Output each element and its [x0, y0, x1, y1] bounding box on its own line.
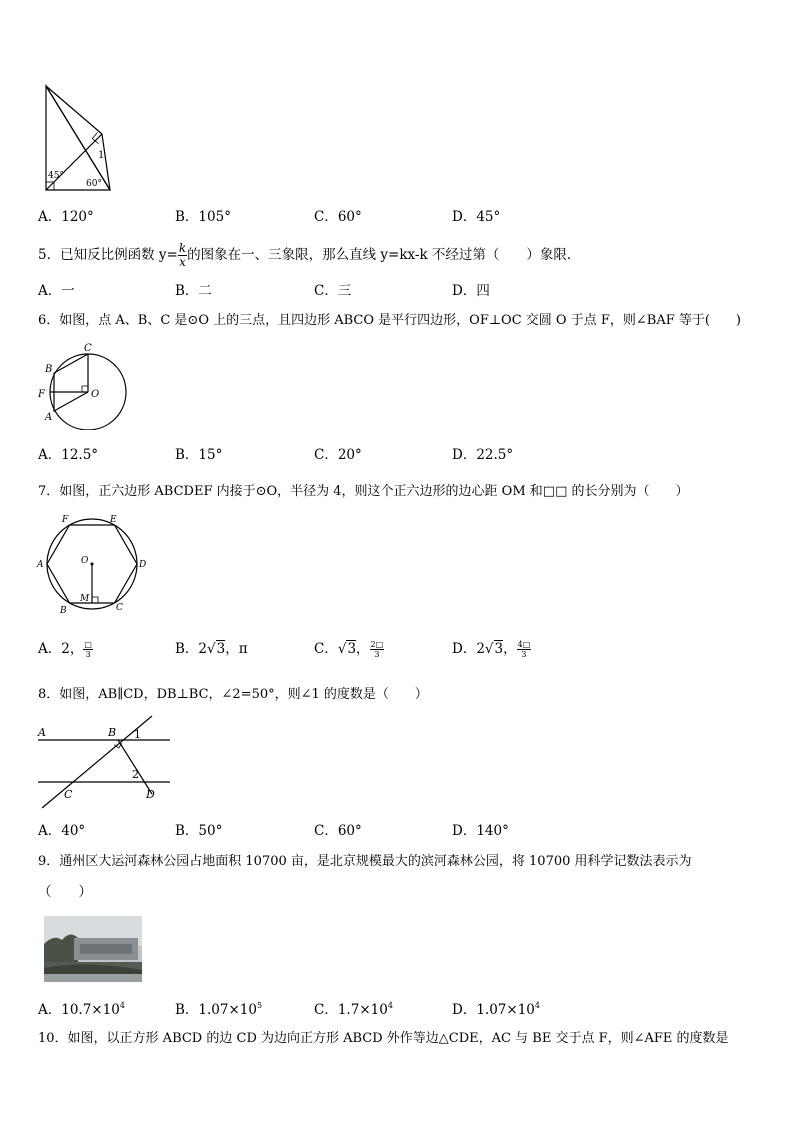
- q4-label-60: 60°: [86, 179, 102, 189]
- q8-label-a: A: [38, 726, 46, 739]
- q7-hexagon-figure: [36, 512, 152, 616]
- q10-question: 10．如图，以正方形 ABCD 的边 CD 为边向正方形 ABCD 外作等边△CDE，AC 与 BE 交于点 F，则∠AFE 的度数是: [38, 1031, 729, 1046]
- q5-option-a: A．一: [38, 283, 75, 299]
- q8-option-b: B．50°: [175, 823, 223, 839]
- q6-question: 6．如图，点 A、B、C 是⊙O 上的三点，且四边形 ABCO 是平行四边形，OF⊥OC 交圆 O 于点 F，则∠BAF 等于( ): [38, 313, 742, 328]
- q9-option-b: B．$1.07\times 10^5$: [175, 1001, 263, 1018]
- q7-label-f: F: [62, 515, 69, 525]
- q7-option-b: B．2√3，π: [175, 641, 248, 657]
- q7-label-e: E: [110, 515, 117, 525]
- q8-label-d: D: [146, 788, 155, 801]
- q8-question: 8．如图，AB∥CD，DB⊥BC，∠2=50°，则∠1 的度数是（ ）: [38, 687, 428, 702]
- q4-label-1: 1: [98, 150, 105, 161]
- q8-parallel-lines-figure: [34, 714, 174, 810]
- q7-option-d: D．2√3， $\frac{4□}{3}$: [452, 640, 531, 659]
- q7-option-c: C．√3， $\frac{2□}{3}$: [314, 640, 384, 659]
- q6-label-b: B: [45, 364, 53, 375]
- q6-circle-figure: [34, 342, 134, 430]
- q7-question: 7．如图，正六边形 ABCDEF 内接于⊙O，半径为 4，则这个正六边形的边心距 OM 和□□ 的长分别为（ ）: [38, 484, 689, 499]
- q7-label-b: B: [60, 606, 67, 616]
- q7-option-a: A．2， $\frac{□}{3}$: [38, 640, 92, 659]
- q4-triangle-figure: [38, 82, 118, 194]
- q4-option-c: C．60°: [314, 209, 362, 225]
- q9-park-photo: [44, 916, 142, 982]
- q4-option-d: D．45°: [452, 209, 501, 225]
- q8-option-c: C．60°: [314, 823, 362, 839]
- q8-option-a: A．40°: [38, 823, 86, 839]
- q5-option-c: C．三: [314, 283, 352, 299]
- q8-label-b: B: [108, 726, 117, 739]
- q7-label-a: A: [37, 560, 44, 570]
- q6-label-o: O: [91, 389, 100, 400]
- q4-label-45: 45°: [48, 171, 64, 181]
- q9-option-c: C．$1.7\times 10^4$: [314, 1001, 393, 1018]
- q6-option-d: D．22.5°: [452, 447, 514, 463]
- q9-paren: （ ）: [38, 884, 92, 900]
- q6-label-f: F: [38, 389, 45, 400]
- q4-option-a: A．120°: [38, 209, 94, 225]
- q8-option-d: D．140°: [452, 823, 509, 839]
- q4-option-b: B．105°: [175, 209, 231, 225]
- q7-label-m: M: [80, 594, 90, 604]
- q6-option-a: A．12.5°: [38, 447, 99, 463]
- q6-label-c: C: [84, 343, 92, 354]
- q7-label-o: O: [81, 556, 89, 566]
- q5-option-b: B．二: [175, 283, 212, 299]
- q6-option-c: C．20°: [314, 447, 362, 463]
- q8-label-c: C: [64, 788, 73, 801]
- q7-label-c: C: [116, 603, 123, 613]
- q5-question: 5．已知反比例函数 y= $\frac{k}{x}$ 的图象在一、三象限，那么直线 y=kx-k 不经过第（ ）象限.: [38, 241, 572, 269]
- q5-option-d: D．四: [452, 283, 490, 299]
- q9-option-a: A．$10.7\times 10^4$: [38, 1001, 125, 1018]
- q9-question: 9．通州区大运河森林公园占地面积 10700 亩，是北京规模最大的滨河森林公园，将 10700 用科学记数法表示为: [38, 854, 692, 869]
- q6-option-b: B．15°: [175, 447, 223, 463]
- q5-fraction: $\frac{k}{x}$: [178, 241, 187, 269]
- q8-label-one: 1: [134, 728, 141, 741]
- q7-label-d: D: [139, 560, 147, 570]
- q8-label-two: 2: [132, 768, 139, 781]
- q6-label-a: A: [45, 412, 53, 423]
- q9-option-d: D．$1.07\times 10^4$: [452, 1001, 540, 1018]
